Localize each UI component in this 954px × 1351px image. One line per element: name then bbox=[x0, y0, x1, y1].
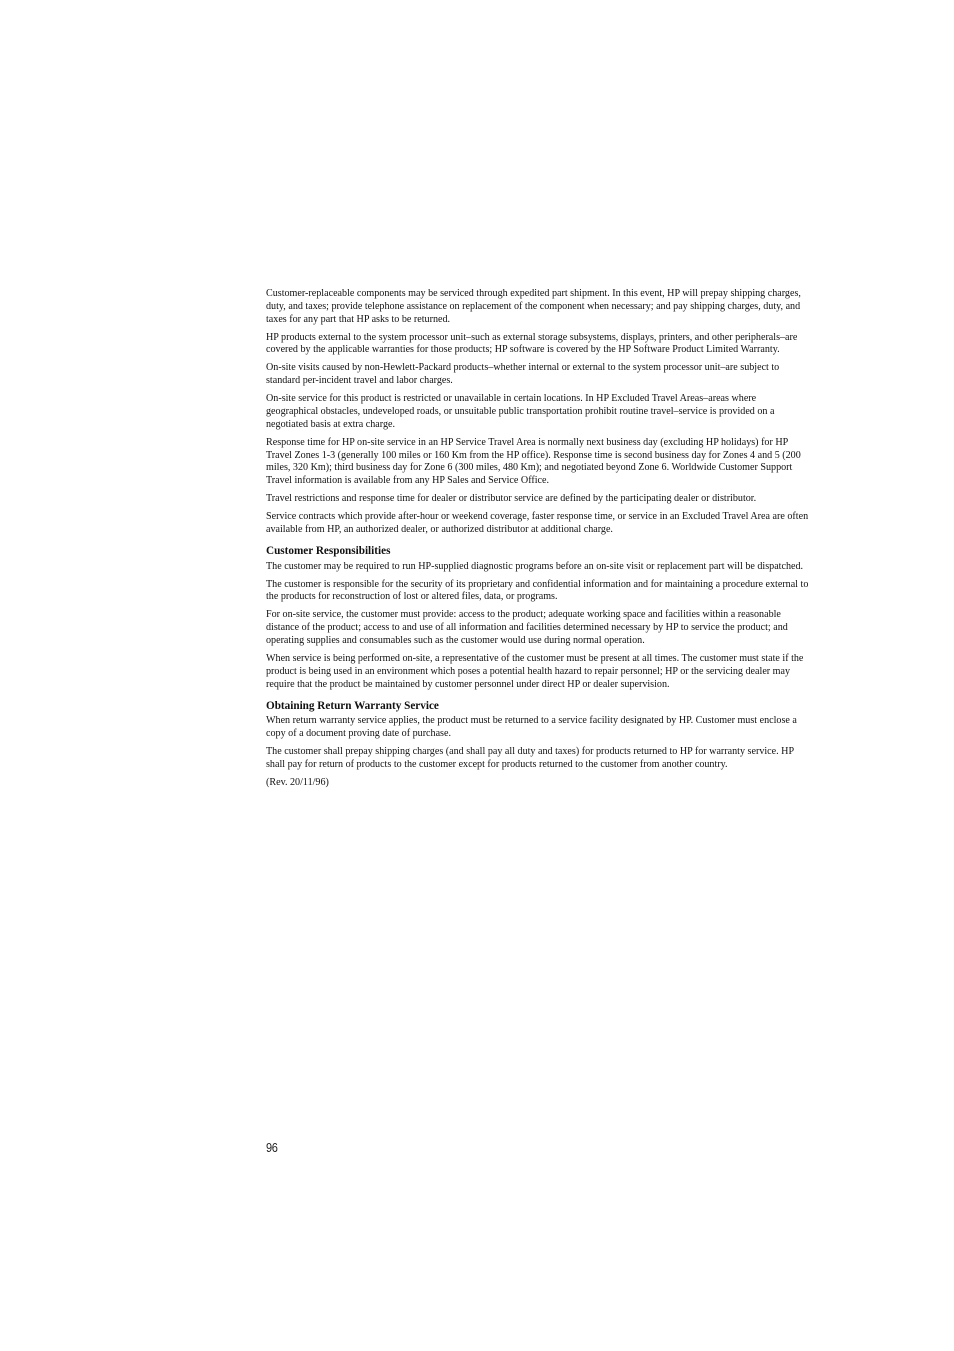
paragraph-service-contracts: Service contracts which provide after-hour or weekend coverage, faster response time, or service in an Excluded Travel Area are often available from HP, an authorized dealer, or authorized distributor at additional charge. bbox=[266, 511, 809, 535]
return-warranty-heading: Obtaining Return Warranty Service bbox=[266, 699, 439, 712]
paragraph-representative-present: When service is being performed on-site, a representative of the customer must be present at all times. The customer must state if the product is being used in an environment which poses a potential health hazard to repair personnel; HP or the servicing dealer may require that the product be maintained by customer personnel under direct HP or dealer supervision. bbox=[266, 653, 804, 690]
paragraph-onsite-visits: On-site visits caused by non-Hewlett-Packard products–whether internal or external to the system processor unit–are subject to standard per-incident travel and labor charges. bbox=[266, 362, 780, 387]
paragraph-customer-replaceable: Customer-replaceable components may be serviced through expedited part shipment. In this event, HP will prepay shipping charges, duty, and taxes; provide telephone assistance on replacement of the component when necessary; and pay shipping charges, duty, and taxes for any part that HP asks to be returned. bbox=[266, 288, 801, 325]
paragraph-travel-restrictions: Travel restrictions and response time for dealer or distributor service are defined by the participating dealer or distributor. bbox=[266, 493, 757, 505]
page-number: 96 bbox=[266, 1141, 278, 1155]
paragraph-security: The customer is responsible for the security of its proprietary and confidential information and for maintaining a procedure external to the products for reconstruction of lost or altered files, data, or programs. bbox=[266, 578, 809, 603]
paragraph-onsite-requirements: For on-site service, the customer must provide: access to the product; adequate working space and facilities within a reasonable distance of the product; access to and use of all information and facilities determined necessary by HP to service the product; and operating supplies and consumables such as the customer would use during normal operation. bbox=[266, 609, 788, 647]
paragraph-shipping-charges: The customer shall prepay shipping charges (and shall pay all duty and taxes) for products returned to HP for warranty service. HP shall pay for return of products to the customer except for products returned to the customer from another country. bbox=[266, 746, 794, 770]
paragraph-diagnostic-programs: The customer may be required to run HP-supplied diagnostic programs before an on-site visit or replacement part will be dispatched. bbox=[266, 560, 804, 572]
paragraph-external-products: HP products external to the system processor unit–such as external storage subsystems, displays, printers, and other peripherals–are covered by the applicable warranties for those products; HP software is covered by the HP Software Product Limited Warranty. bbox=[266, 331, 798, 356]
revision-note: (Rev. 20/11/96) bbox=[266, 776, 329, 788]
paragraph-return-service: When return warranty service applies, the product must be returned to a service facility designated by HP. Customer must enclose a copy of a document proving date of purchase. bbox=[266, 715, 797, 740]
warranty-text-block bbox=[266, 288, 810, 795]
paragraph-excluded-travel-areas: On-site service for this product is restricted or unavailable in certain locations. In HP Excluded Travel Areas–areas where geographical obstacles, undeveloped roads, or unsuitable public transportation prohibit routine travel–service is provided on a negotiated basis at extra charge. bbox=[266, 393, 775, 430]
paragraph-response-time: Response time for HP on-site service in an HP Service Travel Area is normally next business day (excluding HP holidays) for HP Travel Zones 1-3 (generally 100 miles or 160 Km from the HP office). Response time is second business day for Zones 4 and 5 (200 miles, 320 Km); third business day for Zone 6 (300 miles, 480 Km); and negotiated beyond Zone 6. Worldwide Customer Support Travel information is available from any HP Sales and Service Office. bbox=[266, 436, 801, 487]
customer-responsibilities-heading: Customer Responsibilities bbox=[266, 545, 391, 558]
